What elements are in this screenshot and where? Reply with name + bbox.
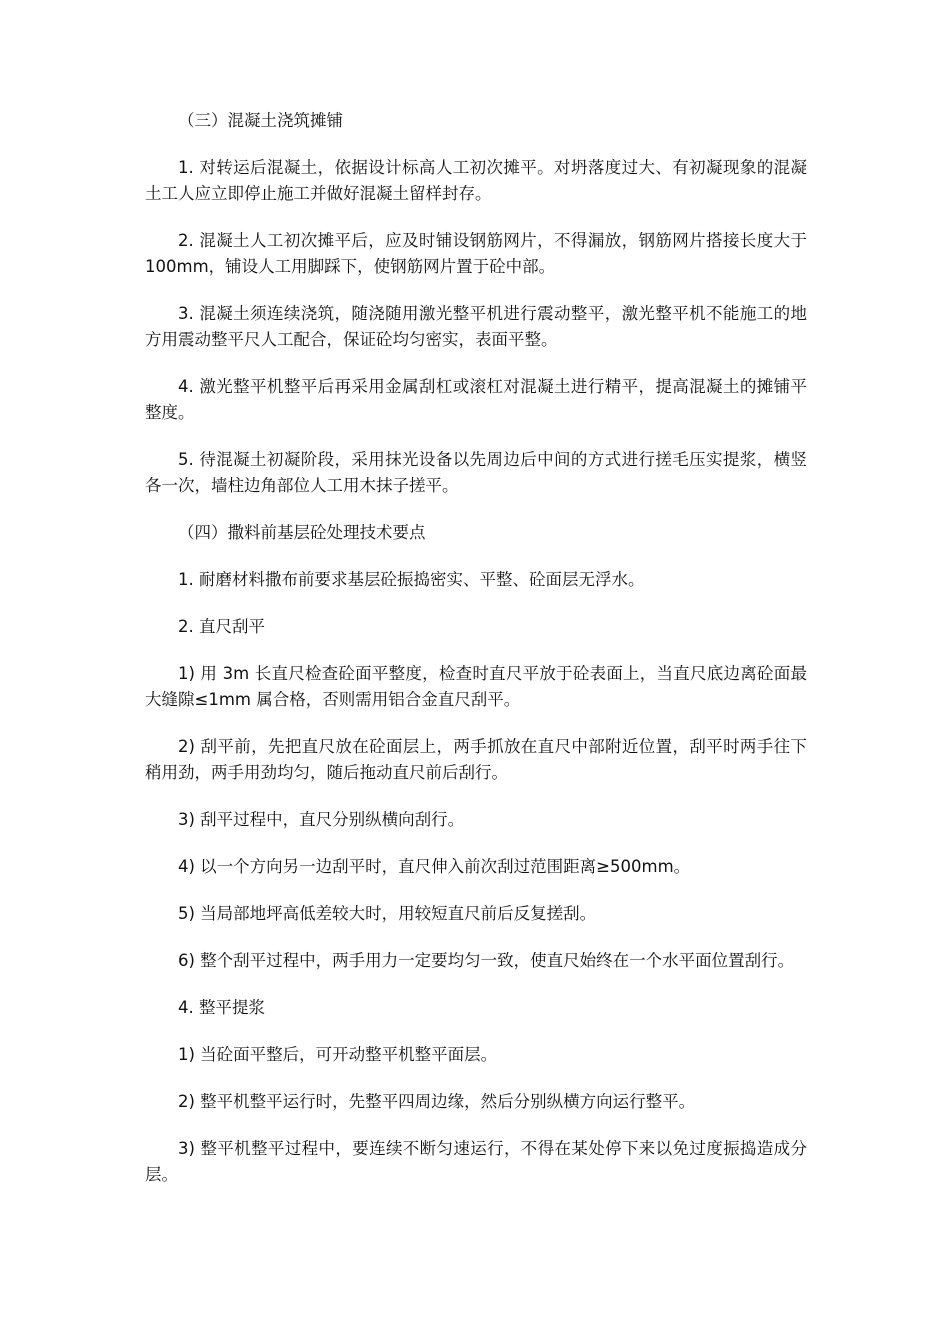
paragraph: 1. 耐磨材料撒布前要求基层砼振捣密实、平整、砼面层无浮水。 — [178, 570, 645, 589]
paragraph: 1. 对转运后混凝土，依据设计标高人工初次摊平。对坍落度过大、有初凝现象的混凝土工人应立即停止施工并做好混凝土留样封存。 — [145, 158, 807, 203]
step-item: 4) 以一个方向另一边刮平时，直尺伸入前次刮过范围距离≥500mm。 — [178, 857, 691, 876]
paragraph: 2. 混凝土人工初次摊平后，应及时铺设钢筋网片，不得漏放，钢筋网片搭接长度大于 100mm，铺设人工用脚踩下，使钢筋网片置于砼中部。 — [145, 231, 807, 276]
paragraph: 4. 激光整平机整平后再采用金属刮杠或滚杠对混凝土进行精平，提高混凝土的摊铺平整度。 — [145, 377, 807, 422]
section-heading-3: （三）混凝土浇筑摊铺 — [178, 111, 343, 130]
step-item: 5) 当局部地坪高低差较大时，用较短直尺前后反复搓刮。 — [178, 904, 597, 923]
step-item: 1) 用 3m 长直尺检查砼面平整度，检查时直尺平放于砼表面上，当直尺底边离砼面最大缝隙≤1mm 属合格，否则需用铝合金直尺刮平。 — [145, 664, 807, 709]
subsection-title: 4. 整平提浆 — [178, 998, 265, 1017]
section-heading-4: （四）撒料前基层砼处理技术要点 — [178, 523, 426, 542]
step-item: 6) 整个刮平过程中，两手用力一定要均匀一致，使直尺始终在一个水平面位置刮行。 — [178, 951, 795, 970]
step-item: 1) 当砼面平整后，可开动整平机整平面层。 — [178, 1045, 498, 1064]
step-item: 2) 整平机整平运行时，先整平四周边缘，然后分别纵横方向运行整平。 — [178, 1092, 696, 1111]
paragraph: 3. 混凝土须连续浇筑，随浇随用激光整平机进行震动整平，激光整平机不能施工的地方用震动整平尺人工配合，保证砼均匀密实，表面平整。 — [145, 304, 807, 349]
paragraph: 5. 待混凝土初凝阶段，采用抹光设备以先周边后中间的方式进行搓毛压实提浆，横竖各一次，墙柱边角部位人工用木抹子搓平。 — [145, 450, 807, 495]
step-item: 3) 整平机整平过程中，要连续不断匀速运行，不得在某处停下来以免过度振捣造成分层。 — [145, 1139, 807, 1184]
document-body — [145, 108, 807, 1209]
step-item: 2) 刮平前，先把直尺放在砼面层上，两手抓放在直尺中部附近位置，刮平时两手往下稍用劲，两手用劲均匀，随后拖动直尺前后刮行。 — [145, 737, 807, 782]
step-item: 3) 刮平过程中，直尺分别纵横向刮行。 — [178, 810, 465, 829]
subsection-title: 2. 直尺刮平 — [178, 617, 265, 636]
